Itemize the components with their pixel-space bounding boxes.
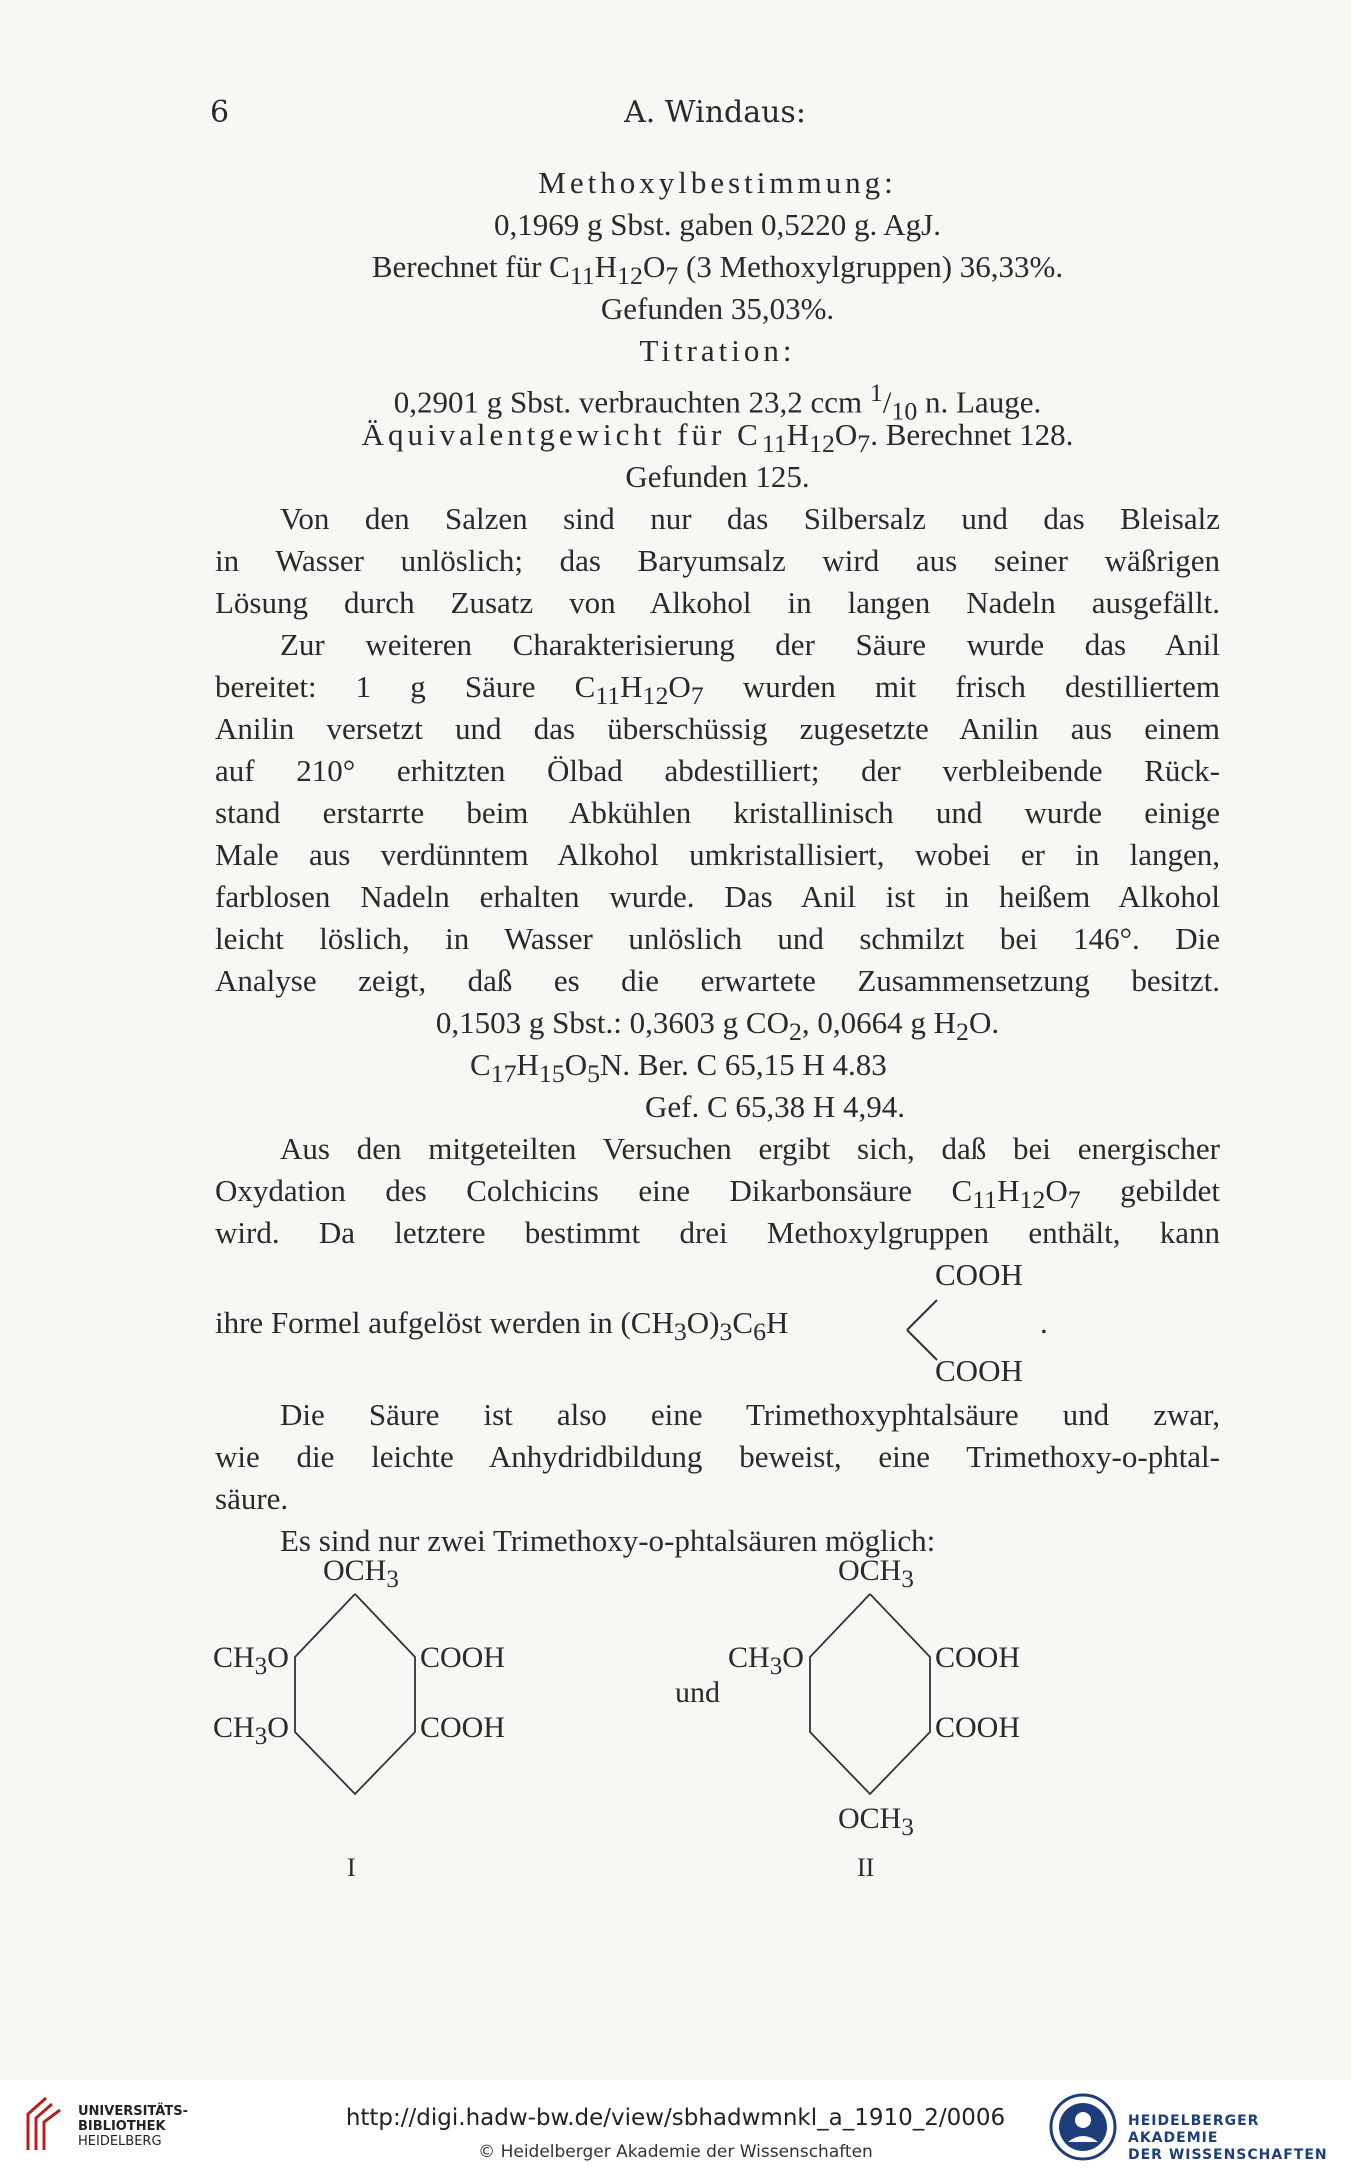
struct2-och3-top: $OCH_3$ (838, 1554, 914, 1593)
formula-cooh-bottom: COOH (935, 1353, 1023, 1388)
copyright-notice: © Heidelberger Akademie der Wissenschaften (478, 2142, 873, 2162)
struct2-cooh-lower: COOH (935, 1711, 1021, 1744)
heading-methoxyl: Methoxylbestimmung: (538, 165, 897, 200)
viewer-footer (0, 2080, 1351, 2175)
paragraph-line: farblosen Nadeln erhalten wurde. Das Anil ist in heißem Alkohol (215, 879, 1220, 914)
paragraph-line: stand erstarrte beim Abkühlen kristallinisch und wurde einige (215, 795, 1220, 830)
formula-block (215, 1254, 1220, 1394)
paragraph-line: in Wasser unlöslich; das Baryumsalz wird aus seiner wäßrigen (215, 543, 1220, 578)
struct1-och3-top: $OCH_3$ (323, 1554, 399, 1593)
paragraph-line: bereitet: 1 g Säure $C_{11}H_{12}O_7$ wurden mit frisch destilliertem (215, 669, 1220, 711)
struct-und: und (675, 1676, 720, 1709)
struct1-cooh-lower: COOH (420, 1711, 506, 1744)
formula-cooh-top: COOH (935, 1257, 1023, 1292)
paragraph-line: Anilin versetzt und das überschüssig zugesetzte Anilin aus einem (215, 711, 1220, 746)
paragraph-line: Von den Salzen sind nur das Silbersalz und das Bleisalz (280, 501, 1220, 536)
struct1-label: I (347, 1853, 356, 1882)
text-line: Gefunden 125. (625, 459, 810, 494)
text-line: 0,1969 g Sbst. gaben 0,5220 g. AgJ. (494, 207, 941, 242)
struct2-och3-bottom: $OCH_3$ (838, 1802, 914, 1841)
paragraph-line: Die Säure ist also eine Trimethoxyphtalsäure und zwar, (280, 1397, 1220, 1432)
struct1-ch3o-upper: $CH_3O$ (213, 1641, 289, 1680)
paragraph-line: wird. Da letztere bestimmt drei Methoxylgruppen enthält, kann (215, 1215, 1220, 1250)
structural-formulas (213, 1554, 1220, 1882)
struct1-ch3o-lower: $CH_3O$ (213, 1711, 289, 1750)
analysis-line: 0,1503 g Sbst.: 0,3603 g $CO_2$, 0,0664 g $H_2O$. (435, 1005, 1000, 1047)
page-header (210, 95, 1220, 135)
paragraph-line: Male aus verdünntem Alkohol umkristallisiert, wobei er in langen, (215, 837, 1220, 872)
text-line: Gefunden 35,03%. (600, 291, 835, 326)
paragraph-line: Oxydation des Colchicins eine Dikarbonsäure $C_{11}H_{12}O_7$ gebildet (215, 1173, 1221, 1215)
formula-line: ihre Formel aufgelöst werden in $(CH_3O)_3C_6H$ (215, 1305, 789, 1347)
paragraph-line: leicht löslich, in Wasser unlöslich und schmilzt bei 146°. Die (215, 921, 1220, 956)
analysis-line: $C_{17}H_{15}O_5N$. Ber. C 65,15 H 4.83 (470, 1047, 887, 1089)
struct2-ch3o: $CH_3O$ (728, 1641, 804, 1680)
analysis-line: Gef. C 65,38 H 4,94. (645, 1089, 906, 1124)
page-body (215, 162, 1220, 1882)
paragraph-line: Es sind nur zwei Trimethoxy-o-phtalsäuren möglich: (280, 1523, 936, 1558)
hexagon-rings (215, 1562, 1220, 1882)
paragraph-line: Aus den mitgeteilten Versuchen ergibt sich, daß bei energischer (280, 1131, 1220, 1166)
struct2-cooh-upper: COOH (935, 1641, 1021, 1674)
paragraph-line: Zur weiteren Charakterisierung der Säure wurde das Anil (280, 627, 1220, 662)
running-title: A. Windaus: (624, 95, 806, 130)
paragraph-line: Analyse zeigt, daß es die erwartete Zusammensetzung besitzt. (215, 963, 1220, 998)
text-line: Äquivalentgewicht für $C_{11}H_{12}O_7$. Berechnet 128. (361, 417, 1074, 459)
struct2-label: II (857, 1853, 875, 1882)
permalink-url[interactable]: http://digi.hadw-bw.de/view/sbhadwmnkl_a_1910_2/0006 (345, 2105, 1006, 2131)
text-line: Berechnet für $C_{11}H_{12}O_7$ (3 Methoxylgruppen) 36,33%. (371, 249, 1064, 291)
page-number: 6 (210, 95, 230, 130)
heading-titration: Titration: (639, 333, 796, 368)
paragraph-line: Lösung durch Zusatz von Alkohol in langen Nadeln ausgefällt. (215, 585, 1220, 620)
formula-dot: . (1040, 1305, 1048, 1340)
academy-name: HEIDELBERGER AKADEMIE DER WISSENSCHAFTEN (1128, 2113, 1328, 2163)
paragraph-line: auf 210° erhitzten Ölbad abdestilliert; der verbleibende Rück- (215, 753, 1220, 788)
struct1-cooh-upper: COOH (420, 1641, 506, 1674)
paragraph-line: wie die leichte Anhydridbildung beweist, eine Trimethoxy-o-phtal- (215, 1439, 1220, 1474)
paragraph-line: säure. (215, 1481, 289, 1516)
library-name: UNIVERSITÄTS- BIBLIOTHEK HEIDELBERG (78, 2104, 188, 2149)
academy-seal-icon (1048, 2092, 1118, 2162)
text-line: 0,2901 g Sbst. verbrauchten 23,2 ccm $^1/_{10}$ n. Lauge. (393, 378, 1042, 426)
